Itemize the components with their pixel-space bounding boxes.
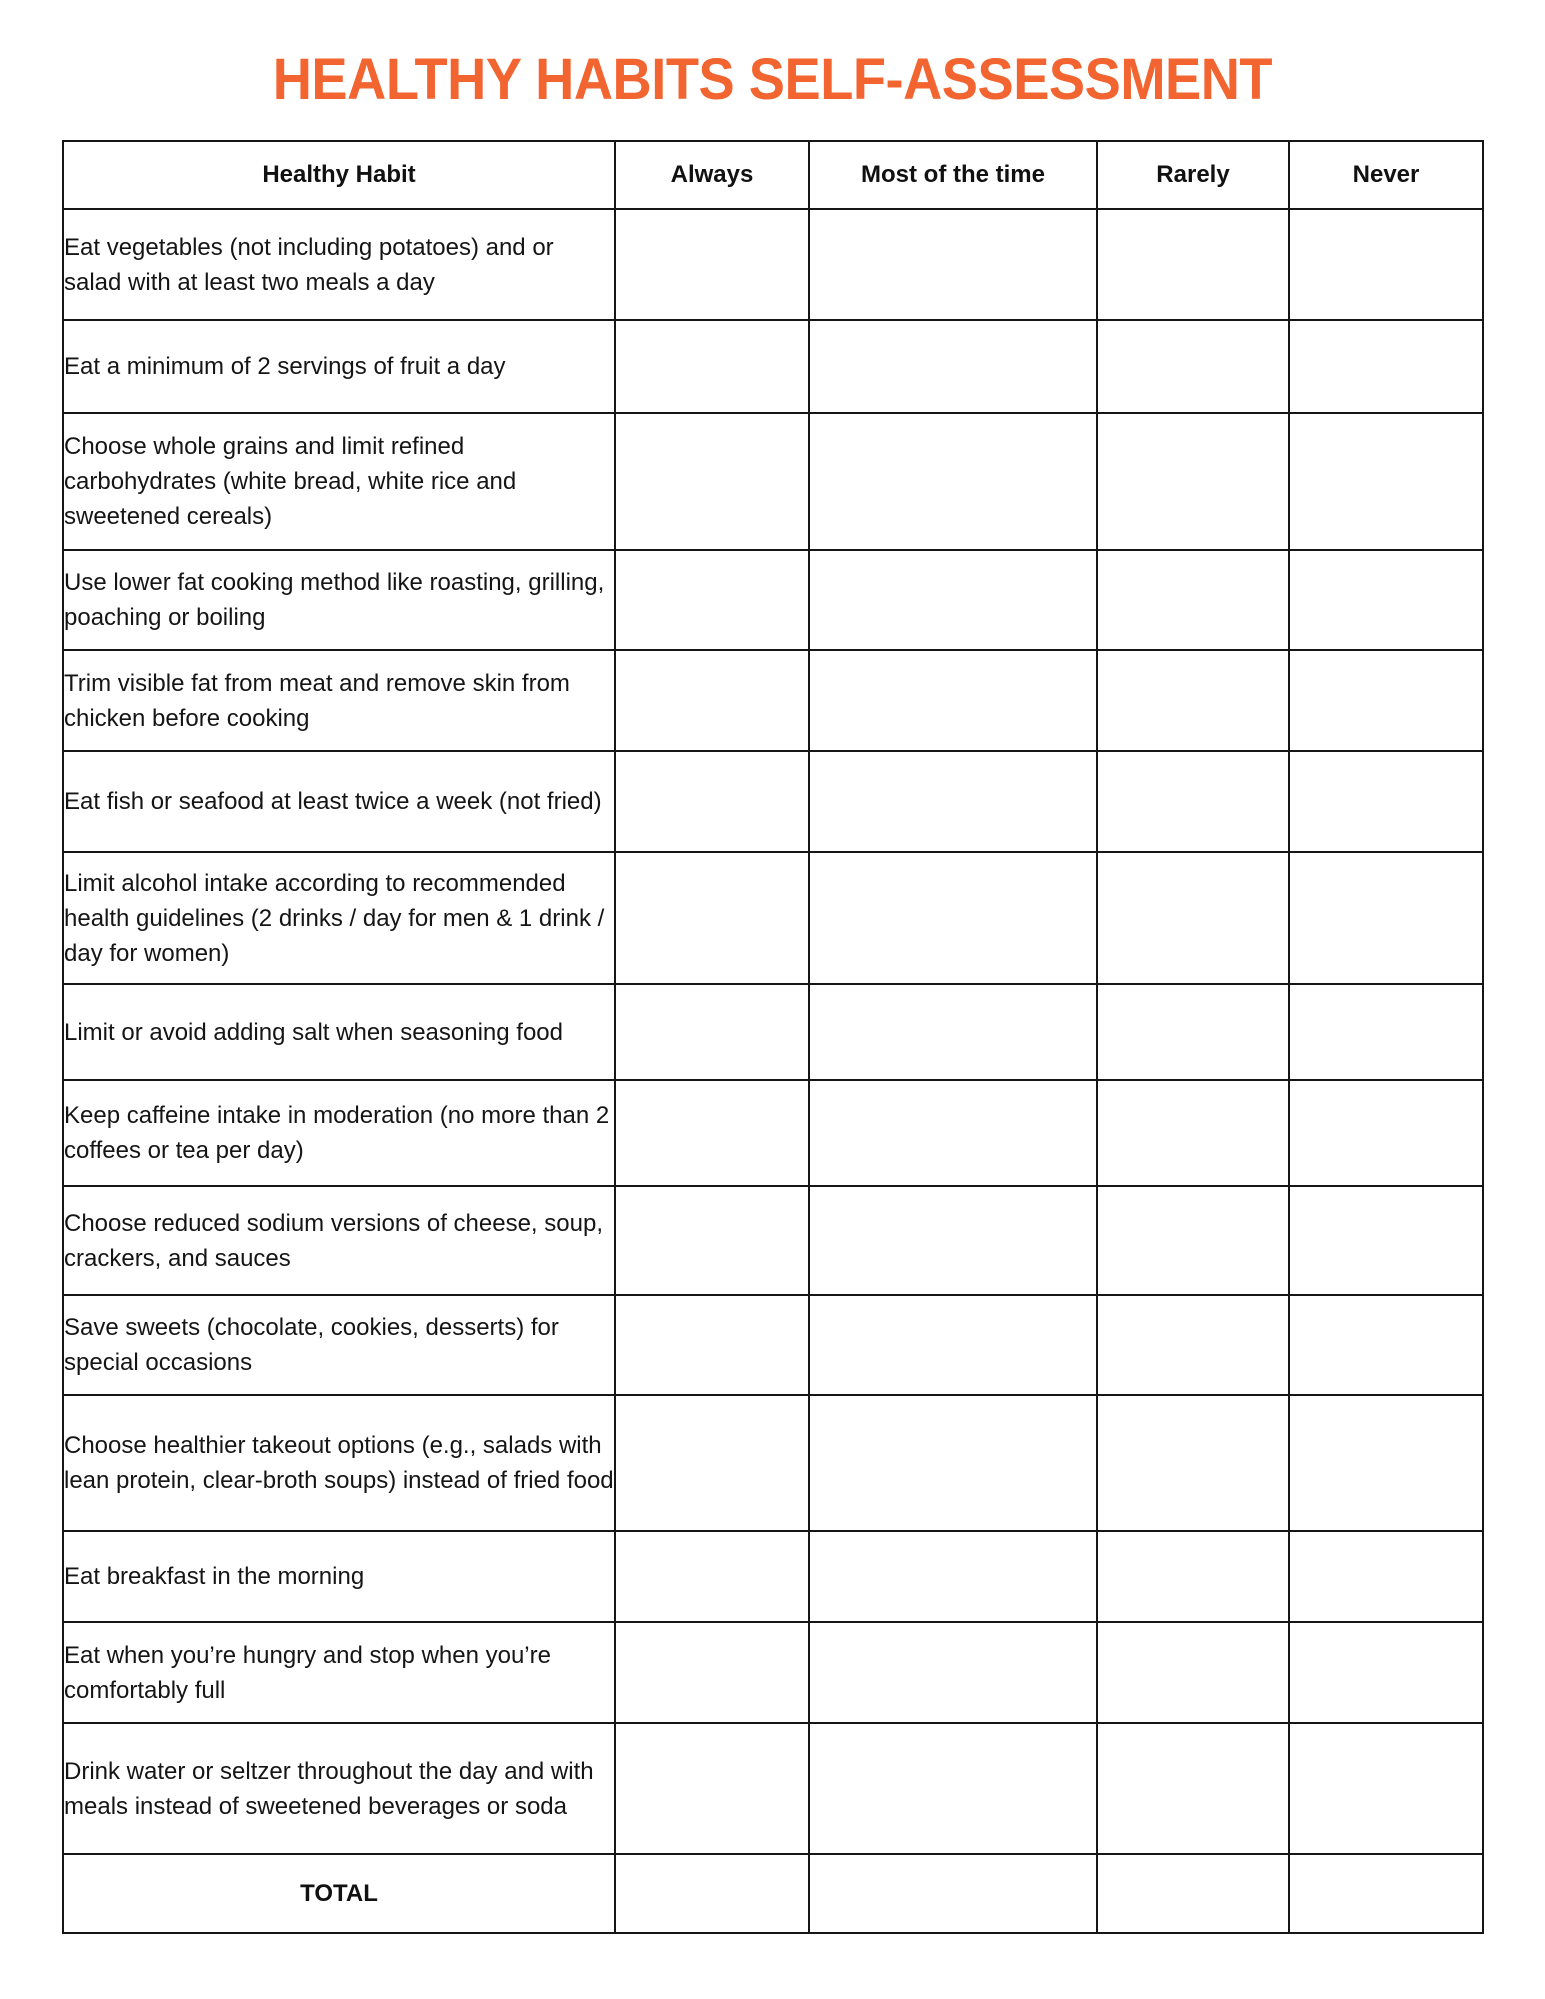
- rarely-answer-cell[interactable]: [1097, 1080, 1289, 1186]
- habit-row: [63, 1622, 1483, 1723]
- habit-row: [63, 1295, 1483, 1395]
- rarely-answer-cell[interactable]: [1097, 1622, 1289, 1723]
- habit-row: [63, 1723, 1483, 1854]
- always-answer-cell[interactable]: [615, 751, 809, 852]
- total-most-of-the-time-cell[interactable]: [809, 1854, 1097, 1933]
- never-answer-cell[interactable]: [1289, 1295, 1483, 1395]
- habit-text: Eat vegetables (not including potatoes) and or salad with at least two meals a day: [63, 209, 615, 320]
- rarely-answer-cell[interactable]: [1097, 751, 1289, 852]
- header-rarely: Rarely: [1097, 141, 1289, 209]
- habit-text: Trim visible fat from meat and remove skin from chicken before cooking: [63, 650, 615, 751]
- habit-row: [63, 984, 1483, 1080]
- most-of-the-time-answer-cell[interactable]: [809, 1723, 1097, 1854]
- always-answer-cell[interactable]: [615, 550, 809, 650]
- rarely-answer-cell[interactable]: [1097, 852, 1289, 984]
- never-answer-cell[interactable]: [1289, 209, 1483, 320]
- header-most-of-the-time: Most of the time: [809, 141, 1097, 209]
- always-answer-cell[interactable]: [615, 1723, 809, 1854]
- always-answer-cell[interactable]: [615, 984, 809, 1080]
- never-answer-cell[interactable]: [1289, 320, 1483, 413]
- rarely-answer-cell[interactable]: [1097, 1395, 1289, 1531]
- rarely-answer-cell[interactable]: [1097, 209, 1289, 320]
- header-never: Never: [1289, 141, 1483, 209]
- habit-text: Limit alcohol intake according to recommended health guidelines (2 drinks / day for men & 1 drink / day for women): [63, 852, 615, 984]
- most-of-the-time-answer-cell[interactable]: [809, 984, 1097, 1080]
- habit-row: [63, 1186, 1483, 1295]
- rarely-answer-cell[interactable]: [1097, 413, 1289, 550]
- habit-text: Use lower fat cooking method like roasting, grilling, poaching or boiling: [63, 550, 615, 650]
- never-answer-cell[interactable]: [1289, 852, 1483, 984]
- always-answer-cell[interactable]: [615, 650, 809, 751]
- habit-row: [63, 209, 1483, 320]
- most-of-the-time-answer-cell[interactable]: [809, 1295, 1097, 1395]
- page-title: [0, 48, 1545, 112]
- habit-row: [63, 550, 1483, 650]
- total-always-cell[interactable]: [615, 1854, 809, 1933]
- habit-text: Limit or avoid adding salt when seasoning food: [63, 984, 615, 1080]
- always-answer-cell[interactable]: [615, 1395, 809, 1531]
- most-of-the-time-answer-cell[interactable]: [809, 751, 1097, 852]
- page-title-text: HEALTHY HABITS SELF-ASSESSMENT: [272, 47, 1273, 112]
- header-row: [63, 141, 1483, 209]
- habit-text: Eat when you’re hungry and stop when you’re comfortably full: [63, 1622, 615, 1723]
- total-never-cell[interactable]: [1289, 1854, 1483, 1933]
- most-of-the-time-answer-cell[interactable]: [809, 550, 1097, 650]
- habit-text: Choose reduced sodium versions of cheese, soup, crackers, and sauces: [63, 1186, 615, 1295]
- always-answer-cell[interactable]: [615, 1531, 809, 1622]
- header-healthy-habit: Healthy Habit: [63, 141, 615, 209]
- never-answer-cell[interactable]: [1289, 751, 1483, 852]
- most-of-the-time-answer-cell[interactable]: [809, 413, 1097, 550]
- never-answer-cell[interactable]: [1289, 413, 1483, 550]
- always-answer-cell[interactable]: [615, 1622, 809, 1723]
- habit-text: Drink water or seltzer throughout the day and with meals instead of sweetened beverages or soda: [63, 1723, 615, 1854]
- never-answer-cell[interactable]: [1289, 550, 1483, 650]
- rarely-answer-cell[interactable]: [1097, 1186, 1289, 1295]
- habit-row: [63, 413, 1483, 550]
- most-of-the-time-answer-cell[interactable]: [809, 1395, 1097, 1531]
- habit-row: [63, 1080, 1483, 1186]
- rarely-answer-cell[interactable]: [1097, 320, 1289, 413]
- most-of-the-time-answer-cell[interactable]: [809, 1531, 1097, 1622]
- rarely-answer-cell[interactable]: [1097, 984, 1289, 1080]
- never-answer-cell[interactable]: [1289, 1080, 1483, 1186]
- never-answer-cell[interactable]: [1289, 650, 1483, 751]
- most-of-the-time-answer-cell[interactable]: [809, 1080, 1097, 1186]
- habit-text: Eat a minimum of 2 servings of fruit a day: [63, 320, 615, 413]
- never-answer-cell[interactable]: [1289, 1395, 1483, 1531]
- most-of-the-time-answer-cell[interactable]: [809, 1186, 1097, 1295]
- rarely-answer-cell[interactable]: [1097, 650, 1289, 751]
- most-of-the-time-answer-cell[interactable]: [809, 209, 1097, 320]
- habit-row: [63, 320, 1483, 413]
- total-row: [63, 1854, 1483, 1933]
- most-of-the-time-answer-cell[interactable]: [809, 320, 1097, 413]
- always-answer-cell[interactable]: [615, 1186, 809, 1295]
- never-answer-cell[interactable]: [1289, 1723, 1483, 1854]
- rarely-answer-cell[interactable]: [1097, 1295, 1289, 1395]
- habit-row: [63, 1531, 1483, 1622]
- never-answer-cell[interactable]: [1289, 1622, 1483, 1723]
- always-answer-cell[interactable]: [615, 413, 809, 550]
- habit-text: Choose healthier takeout options (e.g., salads with lean protein, clear-broth soups) instead of fried food: [63, 1395, 615, 1531]
- always-answer-cell[interactable]: [615, 852, 809, 984]
- rarely-answer-cell[interactable]: [1097, 1531, 1289, 1622]
- habit-text: Eat breakfast in the morning: [63, 1531, 615, 1622]
- habit-rows: [63, 209, 1483, 1854]
- habit-text: Choose whole grains and limit refined carbohydrates (white bread, white rice and sweetened cereals): [63, 413, 615, 550]
- self-assessment-table: [62, 140, 1484, 1934]
- never-answer-cell[interactable]: [1289, 984, 1483, 1080]
- most-of-the-time-answer-cell[interactable]: [809, 650, 1097, 751]
- total-label: TOTAL: [63, 1854, 615, 1933]
- never-answer-cell[interactable]: [1289, 1186, 1483, 1295]
- header-always: Always: [615, 141, 809, 209]
- habit-text: Eat fish or seafood at least twice a week (not fried): [63, 751, 615, 852]
- always-answer-cell[interactable]: [615, 1080, 809, 1186]
- habit-text: Save sweets (chocolate, cookies, desserts) for special occasions: [63, 1295, 615, 1395]
- always-answer-cell[interactable]: [615, 1295, 809, 1395]
- most-of-the-time-answer-cell[interactable]: [809, 852, 1097, 984]
- always-answer-cell[interactable]: [615, 209, 809, 320]
- habit-text: Keep caffeine intake in moderation (no more than 2 coffees or tea per day): [63, 1080, 615, 1186]
- habit-row: [63, 1395, 1483, 1531]
- never-answer-cell[interactable]: [1289, 1531, 1483, 1622]
- rarely-answer-cell[interactable]: [1097, 550, 1289, 650]
- habit-row: [63, 852, 1483, 984]
- rarely-answer-cell[interactable]: [1097, 1723, 1289, 1854]
- habit-row: [63, 751, 1483, 852]
- always-answer-cell[interactable]: [615, 320, 809, 413]
- most-of-the-time-answer-cell[interactable]: [809, 1622, 1097, 1723]
- habit-row: [63, 650, 1483, 751]
- total-rarely-cell[interactable]: [1097, 1854, 1289, 1933]
